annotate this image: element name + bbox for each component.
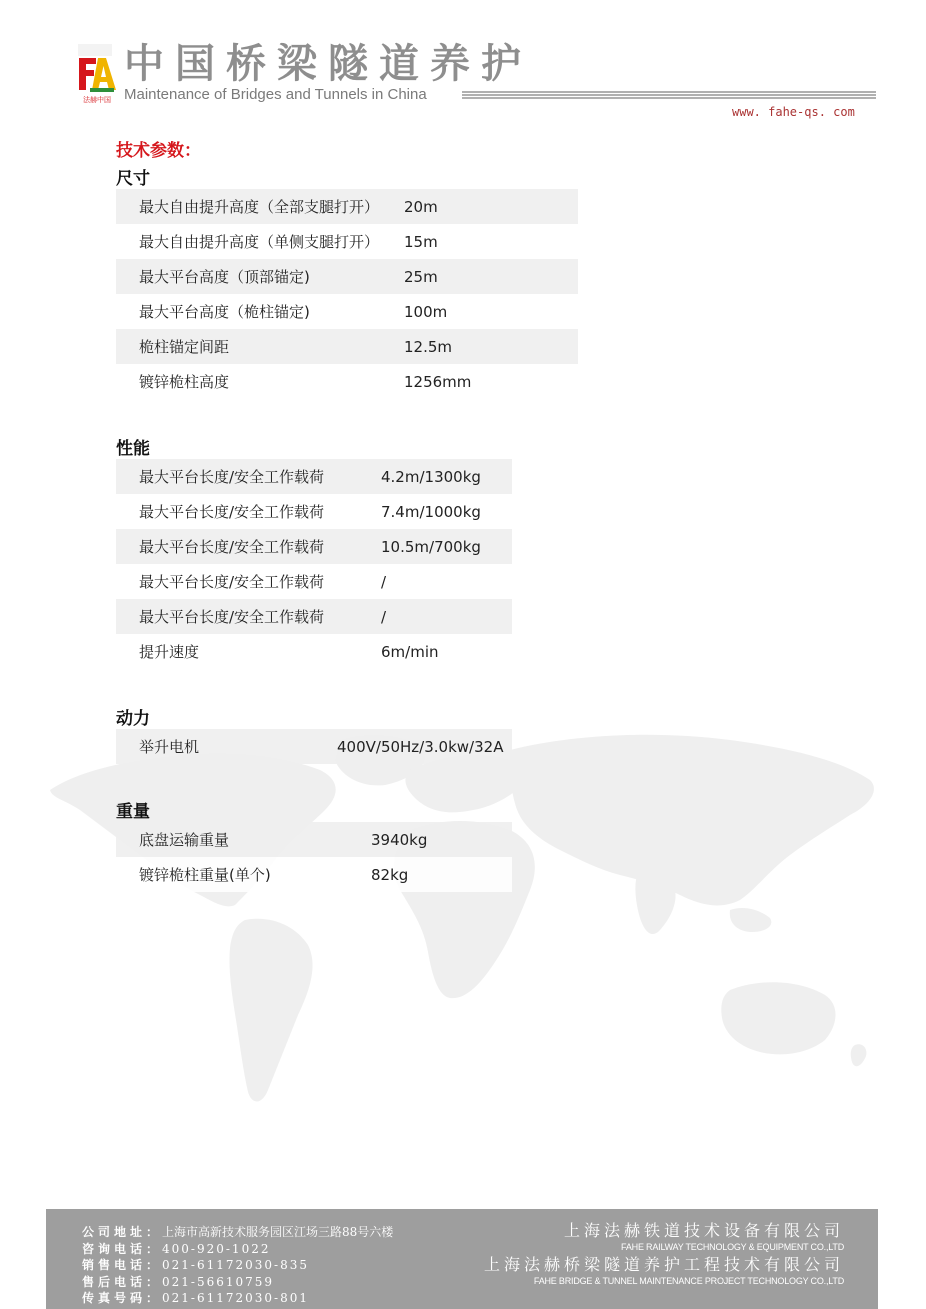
spec-value: 20m	[404, 189, 578, 224]
footer-address-row	[82, 1223, 393, 1240]
consult-phone: 400-920-1022	[162, 1241, 271, 1256]
fax-number: 021-61172030-801	[162, 1291, 310, 1305]
sales-phone: 021-61172030-835	[162, 1258, 310, 1272]
table-row	[116, 529, 512, 564]
service-phone: 021-56610759	[162, 1274, 275, 1289]
spec-table-weight	[116, 822, 512, 892]
header-divider	[462, 91, 876, 99]
spec-value: 10.5m/700kg	[381, 529, 512, 564]
fahe-logo	[76, 44, 118, 106]
address-value: 上海市高新技术服务园区江场三路88号六楼	[162, 1225, 394, 1239]
spec-value: 12.5m	[404, 329, 578, 364]
footer-service-row	[82, 1273, 393, 1290]
spec-value: 400V/50Hz/3.0kw/32A	[337, 729, 512, 764]
spec-label: 最大平台长度/安全工作载荷	[116, 599, 381, 634]
spec-value: 6m/min	[381, 642, 439, 661]
spec-label: 镀锌桅柱重量(单个)	[139, 866, 271, 884]
spec-label: 桅柱锚定间距	[116, 329, 404, 364]
section-title-power: 动力	[116, 709, 150, 729]
company1-name-cn: 上海法赫铁道技术设备有限公司	[563, 1221, 844, 1240]
spec-value: 4.2m/1300kg	[381, 459, 512, 494]
spec-table-power	[116, 729, 512, 764]
spec-label: 提升速度	[139, 643, 200, 661]
consult-label: 咨询电话：	[82, 1241, 163, 1256]
spec-label: 举升电机	[116, 729, 337, 764]
footer-fax-row	[82, 1289, 393, 1306]
footer-consult-row	[82, 1240, 393, 1257]
world-map-background	[40, 700, 890, 1130]
tech-params-heading: 技术参数：	[116, 141, 201, 161]
spec-label: 最大平台长度/安全工作载荷	[139, 573, 325, 591]
table-row	[116, 294, 578, 329]
spec-label: 最大平台长度/安全工作载荷	[116, 529, 381, 564]
spec-label: 底盘运输重量	[116, 822, 371, 857]
table-row	[116, 634, 512, 669]
table-row	[116, 329, 578, 364]
logo-subtitle: 法赫中国	[83, 96, 111, 104]
table-row	[116, 564, 512, 599]
spec-table-dimensions	[116, 189, 578, 399]
footer-sales-row	[82, 1256, 393, 1273]
spec-value: 7.4m/1000kg	[381, 502, 481, 521]
section-title-dimensions: 尺寸	[116, 169, 150, 189]
header-title-en: Maintenance of Bridges and Tunnels in China	[124, 86, 427, 103]
website-url: www. fahe-qs. com	[732, 105, 855, 119]
table-row	[116, 259, 578, 294]
footer-contact	[82, 1223, 393, 1306]
sales-label: 销售电话：	[82, 1258, 163, 1272]
spec-value: 15m	[404, 232, 438, 251]
table-row	[116, 729, 512, 764]
address-label: 公司地址：	[82, 1225, 163, 1239]
table-row	[116, 189, 578, 224]
spec-label: 最大平台长度/安全工作载荷	[116, 459, 381, 494]
spec-label: 最大平台高度（顶部锚定)	[116, 259, 404, 294]
company2-name-en: FAHE BRIDGE & TUNNEL MAINTENANCE PROJECT TECHNOLOGY CO.,LTD	[533, 1276, 844, 1286]
spec-value: 3940kg	[371, 822, 512, 857]
table-row	[116, 857, 512, 892]
spec-value: 1256mm	[404, 372, 472, 391]
fax-label: 传真号码：	[82, 1291, 163, 1305]
footer-bar	[46, 1209, 878, 1309]
footer-companies	[484, 1221, 844, 1287]
spec-value: /	[381, 572, 387, 591]
spec-label: 镀锌桅柱高度	[139, 373, 230, 391]
table-row	[116, 494, 512, 529]
section-title-performance: 性能	[116, 439, 150, 459]
table-row	[116, 599, 512, 634]
spec-label: 最大自由提升高度（单侧支腿打开）	[139, 233, 380, 251]
section-title-weight: 重量	[116, 802, 150, 822]
table-row	[116, 459, 512, 494]
company1-name-en: FAHE RAILWAY TECHNOLOGY & EQUIPMENT CO.,LTD	[621, 1242, 844, 1252]
spec-label: 最大自由提升高度（全部支腿打开）	[116, 189, 404, 224]
company2-name-cn: 上海法赫桥梁隧道养护工程技术有限公司	[483, 1255, 844, 1274]
spec-value: 100m	[404, 302, 448, 321]
spec-value: 82kg	[371, 865, 409, 884]
service-label: 售后电话：	[82, 1274, 163, 1289]
header-title-cn: 中国桥梁隧道养护	[124, 41, 532, 87]
table-row	[116, 822, 512, 857]
table-row	[116, 224, 578, 259]
spec-table-performance	[116, 459, 512, 669]
spec-value: /	[381, 599, 512, 634]
spec-label: 最大平台长度/安全工作载荷	[139, 503, 325, 521]
spec-value: 25m	[404, 259, 578, 294]
spec-label: 最大平台高度（桅柱锚定)	[139, 303, 310, 321]
table-row	[116, 364, 578, 399]
